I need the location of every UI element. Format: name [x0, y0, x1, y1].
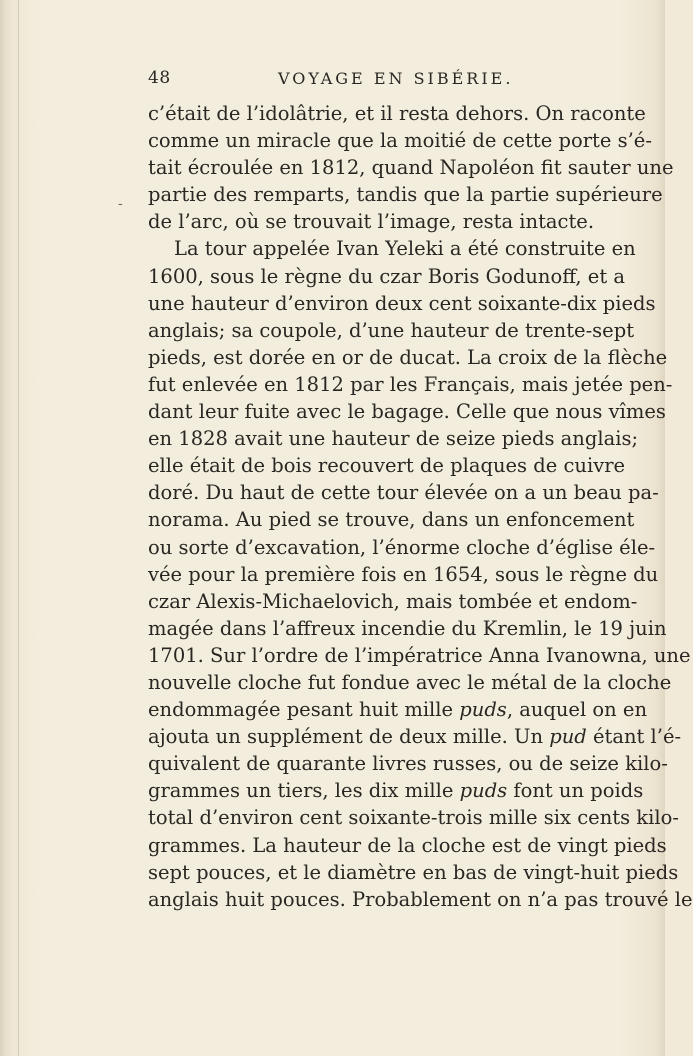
text-line: c’était de l’idolâtrie, et il resta dehors. On raconte: [148, 102, 646, 125]
text-line: fut enlevée en 1812 par les Français, mais jetée pen-: [148, 372, 673, 396]
page-number: 48: [148, 68, 171, 88]
italic-term: pud: [549, 725, 587, 749]
italic-term: puds: [459, 779, 508, 803]
running-title: VOYAGE EN SIBÉRIE.: [278, 69, 514, 88]
text-line: magée dans l’affreux incendie du Kremlin, le 19 juin: [148, 616, 667, 640]
italic-term: puds: [459, 698, 507, 722]
text-line: vée pour la première fois en 1654, sous le règne du: [148, 562, 659, 586]
gutter-line: [18, 0, 19, 1056]
page-header: [148, 68, 613, 94]
text-line: de l’arc, où se trouvait l’image, resta intacte.: [148, 210, 595, 234]
text-line: quivalent de quarante livres russes, ou de seize kilo-: [148, 752, 668, 776]
text-line: czar Alexis-Michaelovich, mais tombée et endom-: [148, 589, 638, 613]
text-line: doré. Du haut de cette tour élevée on a un beau pa-: [148, 481, 659, 505]
text-line: norama. Au pied se trouve, dans un enfoncement: [148, 508, 635, 532]
text-line: ajouta un supplément de deux mille. Un pud étant l’é-: [148, 725, 682, 749]
text-line: grammes. La hauteur de la cloche est de vingt pieds: [148, 833, 667, 857]
text-line: une hauteur d’environ deux cent soixante-dix pieds: [148, 291, 656, 315]
text-line: anglais; sa coupole, d’une hauteur de trente-sept: [148, 318, 635, 342]
text-line: tait écroulée en 1812, quand Napoléon fit sauter une: [148, 156, 674, 180]
text-line: dant leur fuite avec le bagage. Celle que nous vîmes: [148, 400, 666, 424]
text-line: comme un miracle que la moitié de cette porte s’é-: [148, 129, 652, 153]
text-line: pieds, est dorée en or de ducat. La croix de la flèche: [148, 345, 668, 369]
body-text: [148, 100, 693, 913]
text-line: sept pouces, et le diamètre en bas de vingt-huit pieds: [148, 860, 679, 884]
text-line: anglais huit pouces. Probablement on n’a pas trouvé le: [148, 887, 693, 911]
text-line: ou sorte d’excavation, l’énorme cloche d’église éle-: [148, 535, 656, 559]
text-line: endommagée pesant huit mille puds, auquel on en: [148, 698, 648, 722]
text-line: La tour appelée Ivan Yeleki a été construite en: [174, 237, 636, 261]
margin-mark: -: [118, 196, 123, 212]
text-line: en 1828 avait une hauteur de seize pieds anglais;: [148, 427, 639, 451]
text-line: total d’environ cent soixante-trois mille six cents kilo-: [148, 806, 679, 830]
text-line: 1701. Sur l’ordre de l’impératrice Anna Ivanowna, une: [148, 643, 691, 667]
text-line: nouvelle cloche fut fondue avec le métal de la cloche: [148, 670, 672, 694]
text-line: grammes un tiers, les dix mille puds font un poids: [148, 779, 644, 803]
text-line: partie des remparts, tandis que la partie supérieure: [148, 183, 663, 207]
text-line: elle était de bois recouvert de plaques de cuivre: [148, 454, 626, 478]
text-line: 1600, sous le règne du czar Boris Godunoff, et a: [148, 264, 625, 288]
